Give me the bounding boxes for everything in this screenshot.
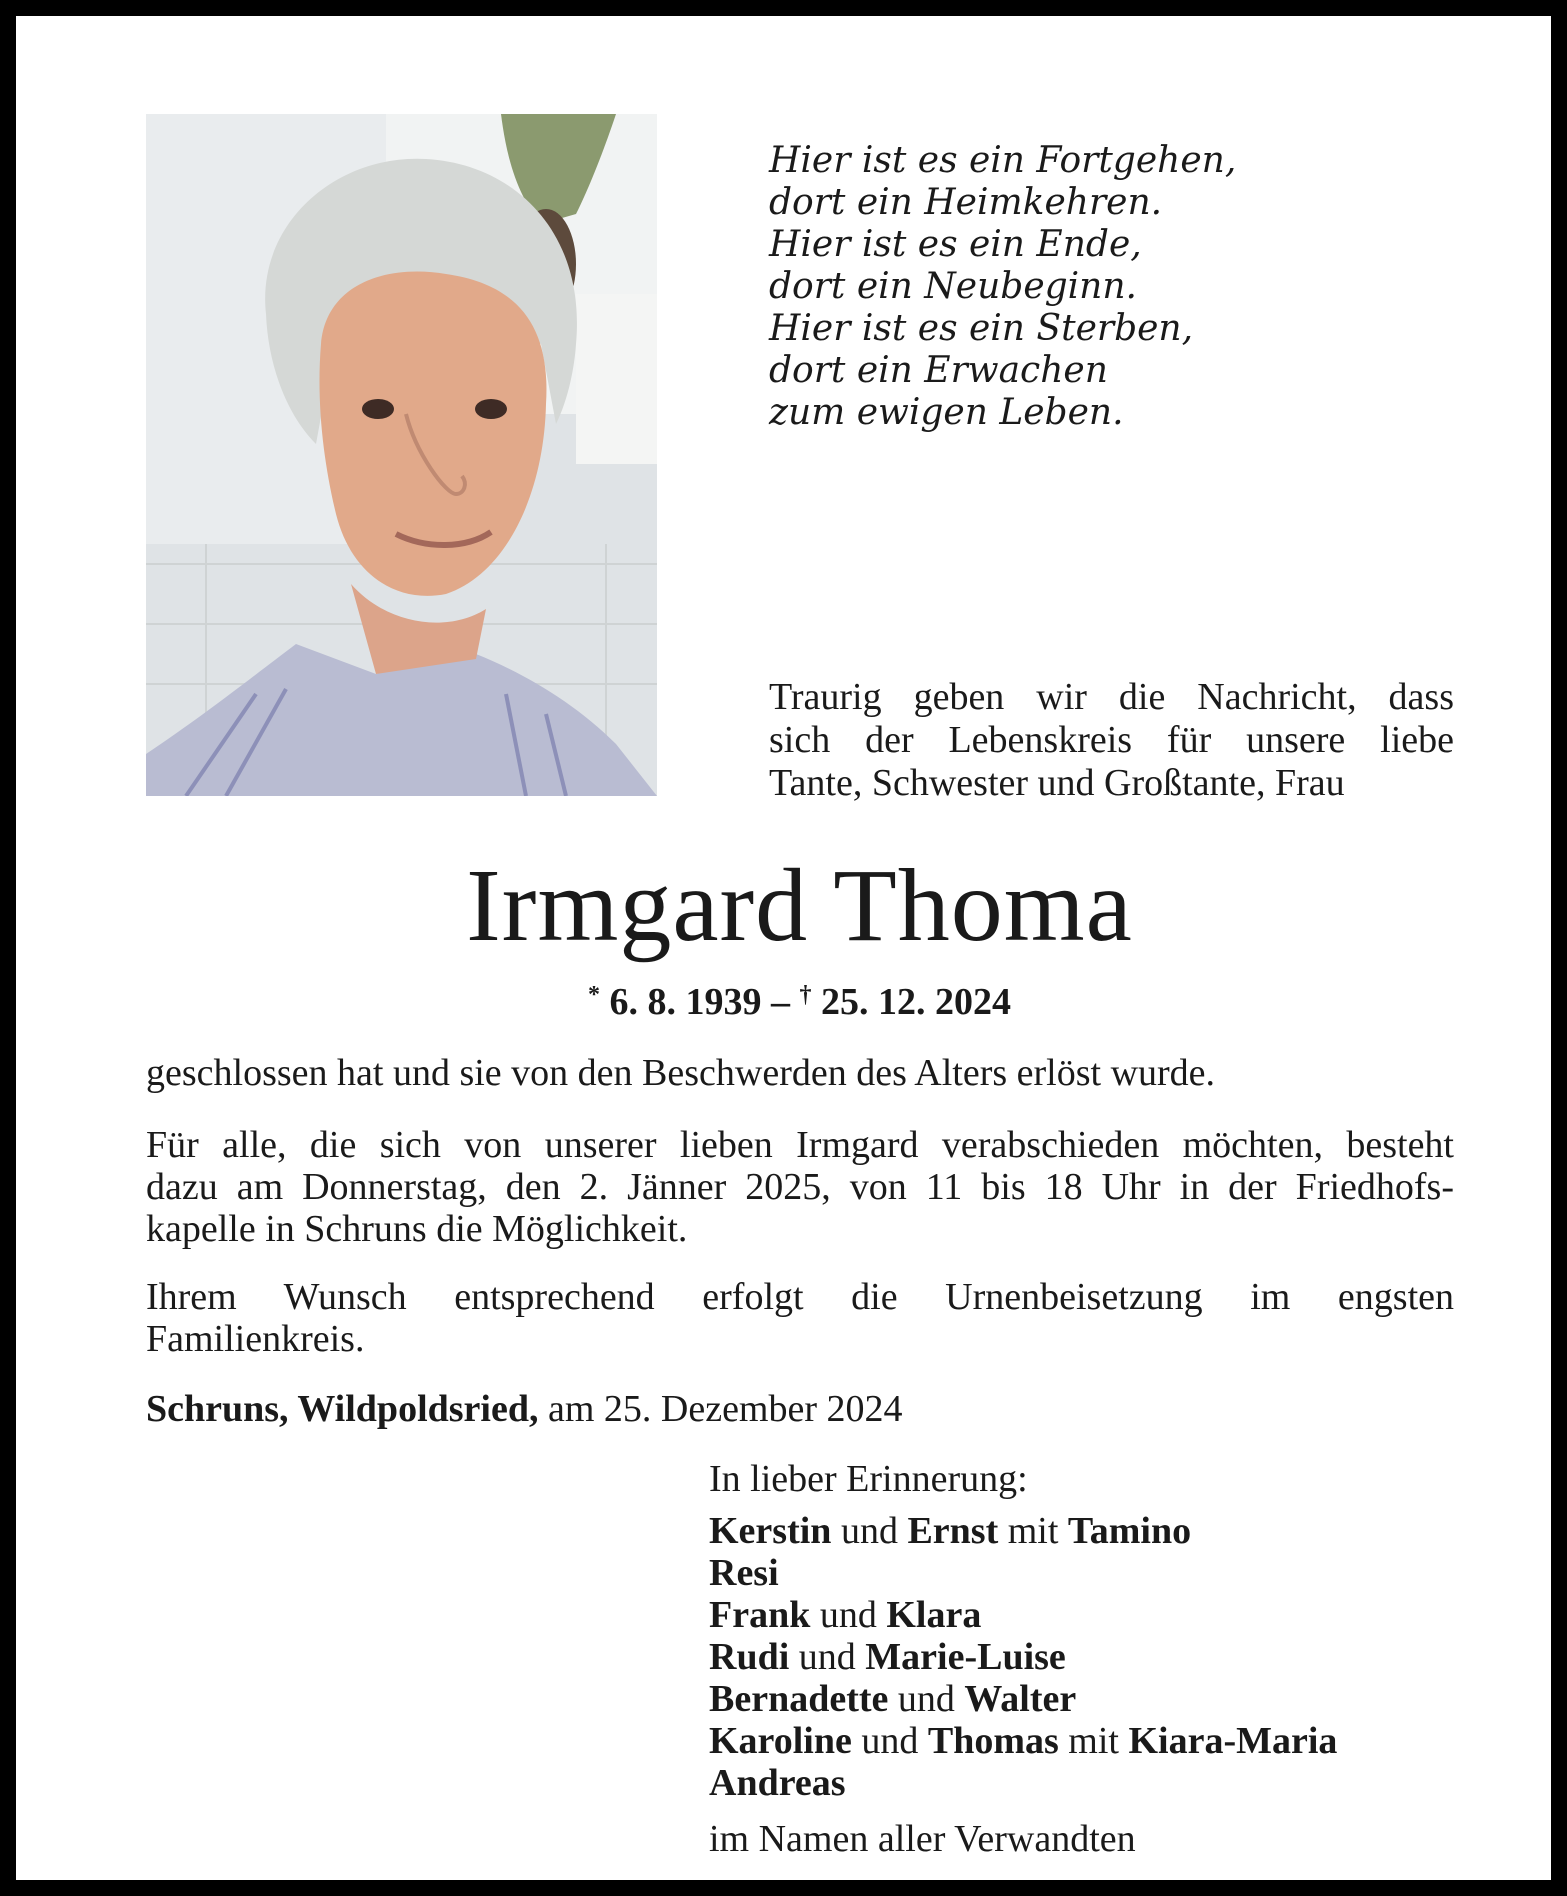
- paragraph-line: Familienkreis.: [146, 1318, 365, 1360]
- family-connector: und: [789, 1636, 866, 1678]
- birth-symbol: *: [588, 982, 600, 1008]
- family-name: Thomas: [927, 1720, 1059, 1762]
- family-name: Walter: [964, 1678, 1077, 1720]
- poem-line: Hier ist es ein Ende,: [769, 224, 1142, 265]
- in-memory-block: [709, 1458, 1469, 1860]
- family-connector: und: [851, 1720, 928, 1762]
- family-name: Tamino: [1067, 1510, 1192, 1552]
- intro-line: Tante, Schwester und Großtante, Frau: [769, 762, 1345, 804]
- paragraph-line: dazu am Donnerstag, den 2. Jänner 2025, von 11 bis 18 Uhr in der Friedhofs-: [146, 1166, 1454, 1208]
- family-line: [709, 1720, 1469, 1762]
- family-name: Kiara-Maria: [1128, 1720, 1338, 1762]
- family-name: Resi: [709, 1552, 779, 1594]
- family-connector: mit: [998, 1510, 1068, 1552]
- place-date-line: [146, 1388, 1454, 1430]
- family-connector: und: [831, 1510, 908, 1552]
- date-text: am 25. Dezember 2024: [538, 1388, 903, 1430]
- family-name: Karoline: [709, 1720, 852, 1762]
- poem-line: zum ewigen Leben.: [769, 392, 1124, 433]
- poem-line: Hier ist es ein Sterben,: [769, 308, 1194, 349]
- family-line: [709, 1594, 1469, 1636]
- death-date: 25. 12. 2024: [821, 981, 1011, 1023]
- death-symbol: †: [799, 982, 812, 1008]
- poem-line: dort ein Erwachen: [769, 350, 1108, 391]
- birth-date: 6. 8. 1939: [609, 981, 762, 1023]
- paragraph-line: Für alle, die sich von unserer lieben Irmgard verabschieden möchten, besteht: [146, 1124, 1454, 1166]
- paragraph-line: geschlossen hat und sie von den Beschwerden des Alters erlöst wurde.: [146, 1052, 1216, 1094]
- family-name: Marie-Luise: [865, 1636, 1066, 1678]
- intro-line: Traurig geben wir die Nachricht, dass: [769, 676, 1454, 718]
- memory-heading: In lieber Erinnerung:: [709, 1458, 1028, 1500]
- portrait-image: [146, 114, 657, 796]
- poem-line: dort ein Heimkehren.: [769, 182, 1163, 223]
- family-name: Andreas: [709, 1762, 846, 1804]
- paragraph-line: kapelle in Schruns die Möglichkeit.: [146, 1208, 688, 1250]
- poem: [769, 140, 1489, 434]
- portrait-photo: [146, 114, 657, 796]
- family-name: Bernadette: [709, 1678, 889, 1720]
- family-connector: und: [810, 1594, 887, 1636]
- family-line: [709, 1678, 1469, 1720]
- poem-line: Hier ist es ein Fortgehen,: [769, 140, 1237, 181]
- paragraph-line: Ihrem Wunsch entsprechend erfolgt die Urnenbeisetzung im engsten: [146, 1276, 1454, 1318]
- intro-line: sich der Lebenskreis für unsere liebe: [769, 719, 1454, 761]
- family-name: Kerstin: [709, 1510, 832, 1552]
- family-name: Ernst: [907, 1510, 999, 1552]
- family-connector: mit: [1058, 1720, 1129, 1762]
- family-connector: und: [888, 1678, 965, 1720]
- memory-closing: im Namen aller Verwandten: [709, 1818, 1136, 1860]
- place: Schruns, Wildpoldsried,: [146, 1388, 539, 1430]
- date-separator: –: [771, 981, 790, 1023]
- deceased-name: Irmgard Thoma: [466, 848, 1133, 963]
- paragraph-closure: [146, 1052, 1454, 1094]
- paragraph-burial: [146, 1276, 1454, 1360]
- life-dates: [16, 972, 1567, 1025]
- family-line: [709, 1510, 1469, 1552]
- family-line: [709, 1762, 1469, 1804]
- family-name: Klara: [886, 1594, 982, 1636]
- intro-text: [769, 676, 1454, 805]
- poem-line: dort ein Neubeginn.: [769, 266, 1137, 307]
- family-line: [709, 1636, 1469, 1678]
- family-name: Rudi: [709, 1636, 790, 1678]
- family-line: [709, 1552, 1469, 1594]
- paragraph-farewell: [146, 1124, 1454, 1250]
- family-name: Frank: [709, 1594, 811, 1636]
